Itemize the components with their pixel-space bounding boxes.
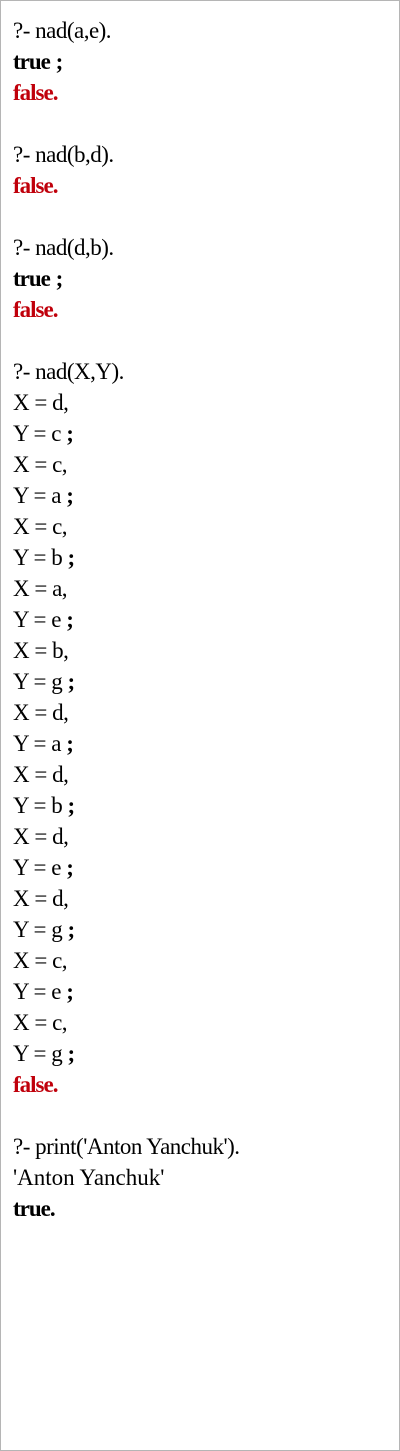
- binding-separator: ;: [67, 669, 75, 694]
- binding-separator: ;: [67, 1041, 75, 1066]
- result-true: true.: [13, 1196, 55, 1221]
- binding-y-line: [13, 418, 389, 449]
- result-false: false.: [13, 80, 58, 105]
- binding-y: Y = a: [13, 731, 61, 756]
- binding-x: X = a,: [13, 576, 68, 601]
- query-block: [13, 232, 389, 325]
- result-true: true: [13, 49, 50, 74]
- binding-separator: ;: [66, 731, 74, 756]
- result-false: false.: [13, 297, 58, 322]
- prolog-console-output: [13, 15, 389, 1255]
- binding-separator: ;: [67, 917, 75, 942]
- binding-x: X = d,: [13, 824, 69, 849]
- binding-y-line: [13, 914, 389, 945]
- binding-separator: ;: [67, 545, 75, 570]
- binding-separator: ;: [66, 855, 74, 880]
- query-line: ?- print('Anton Yanchuk').: [13, 1134, 240, 1159]
- binding-separator: ;: [66, 607, 74, 632]
- result-false: false.: [13, 173, 58, 198]
- binding-y-line: [13, 1038, 389, 1069]
- query-block: [13, 15, 389, 108]
- binding-y: Y = g: [13, 917, 63, 942]
- result-separator: ;: [55, 266, 64, 291]
- binding-y-line: [13, 976, 389, 1007]
- result-true-line: [13, 46, 389, 77]
- binding-y: Y = g: [13, 1041, 63, 1066]
- print-output: 'Anton Yanchuk': [13, 1165, 165, 1190]
- binding-y-line: [13, 666, 389, 697]
- binding-y-line: [13, 852, 389, 883]
- query-line: ?- nad(X,Y).: [13, 359, 124, 384]
- query-block: [13, 139, 389, 201]
- binding-x: X = d,: [13, 700, 69, 725]
- binding-y: Y = b: [13, 545, 63, 570]
- binding-x: X = d,: [13, 762, 69, 787]
- binding-y: Y = e: [13, 607, 61, 632]
- query-line: ?- nad(a,e).: [13, 18, 112, 43]
- binding-y-line: [13, 604, 389, 635]
- binding-y: Y = c: [13, 421, 61, 446]
- binding-separator: ;: [66, 421, 74, 446]
- query-line: ?- nad(d,b).: [13, 235, 114, 260]
- query-line: ?- nad(b,d).: [13, 142, 114, 167]
- binding-separator: ;: [67, 793, 75, 818]
- result-true-line: [13, 263, 389, 294]
- binding-y: Y = b: [13, 793, 63, 818]
- binding-y: Y = e: [13, 979, 61, 1004]
- binding-x: X = c,: [13, 452, 68, 477]
- binding-x: X = d,: [13, 886, 69, 911]
- binding-x: X = c,: [13, 948, 68, 973]
- binding-y: Y = a: [13, 483, 61, 508]
- query-block: [13, 1131, 389, 1224]
- result-false: false.: [13, 1072, 58, 1097]
- query-block: [13, 356, 389, 1100]
- result-separator: ;: [55, 49, 64, 74]
- binding-y: Y = e: [13, 855, 61, 880]
- result-true: true: [13, 266, 50, 291]
- binding-x: X = d,: [13, 390, 69, 415]
- binding-x: X = c,: [13, 514, 68, 539]
- binding-y-line: [13, 542, 389, 573]
- binding-y: Y = g: [13, 669, 63, 694]
- binding-x: X = b,: [13, 638, 69, 663]
- binding-y-line: [13, 790, 389, 821]
- binding-y-line: [13, 728, 389, 759]
- binding-x: X = c,: [13, 1010, 68, 1035]
- binding-separator: ;: [66, 979, 74, 1004]
- binding-separator: ;: [66, 483, 74, 508]
- binding-y-line: [13, 480, 389, 511]
